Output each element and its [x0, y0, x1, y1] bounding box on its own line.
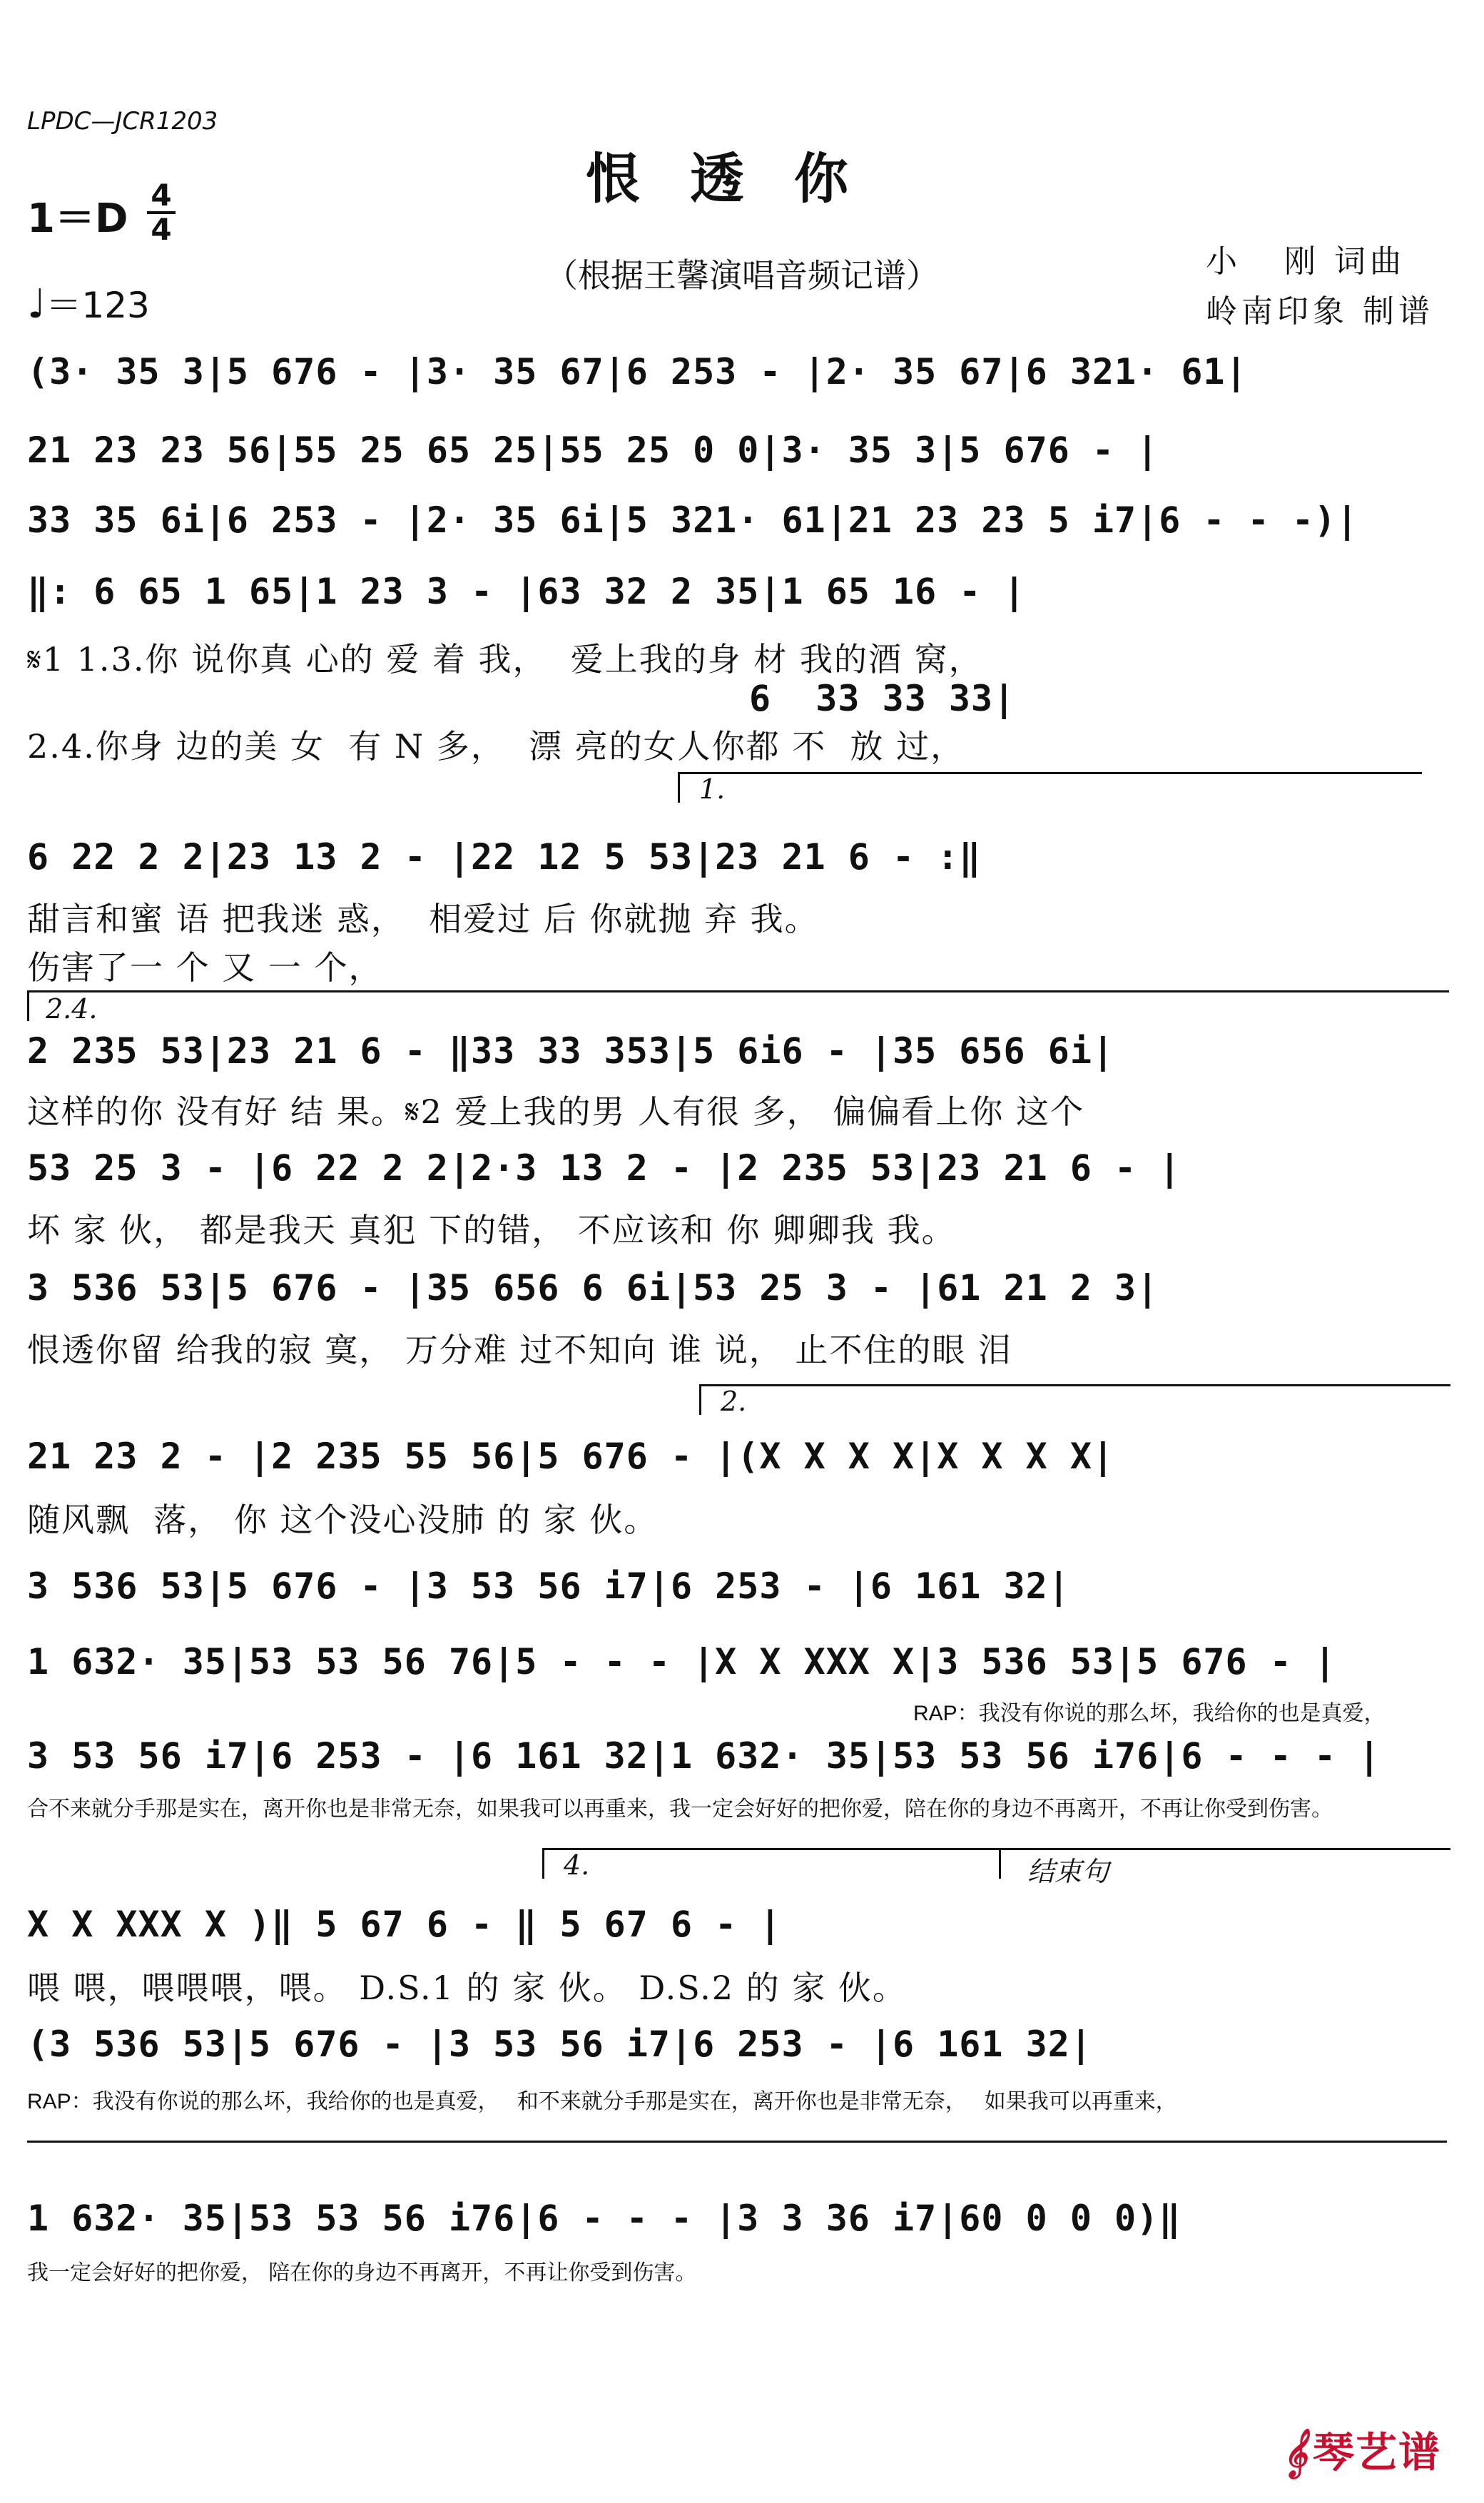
- rap-line-11: RAP：我没有你说的那么坏，我给你的也是真爱，: [913, 1702, 1386, 1725]
- score-line-5: 6 22 2 2|23 13 2 - |22 12 5 53|23 21 6 - :‖: [27, 836, 982, 878]
- volta-label-2-4: 2.4.: [46, 993, 98, 1025]
- score-line-15: 1 632· 35|53 53 56 i76|6 - - - |3 3 36 i7|60 0 0 0)‖: [27, 2198, 1181, 2239]
- lyric-line-4-verse-1: 𝄋1 1.3.你 说你真 心的 爱 着 我， 爱上我的身 材 我的酒 窝，: [27, 640, 983, 679]
- rap-line-14: RAP：我没有你说的那么坏，我给你的也是真爱， 和不来就分手那是实在，离开你也是非常无奈， 如果我可以再重来，: [27, 2090, 1177, 2113]
- volta-label-1: 1.: [699, 773, 726, 805]
- lyric-line-5-verse-1: 甜言和蜜 语 把我迷 惑， 相爱过 后 你就抛 弃 我。: [27, 900, 819, 938]
- credit-lyricist-composer: 小 刚 词曲: [1206, 243, 1406, 280]
- song-subtitle: （根据王馨演唱音频记谱）: [545, 256, 939, 295]
- volta-bracket-4: [542, 1848, 1001, 1879]
- volta-bracket-1: [678, 772, 1422, 803]
- site-logo: [1283, 2419, 1441, 2479]
- key-signature: 1＝D: [27, 196, 128, 242]
- score-line-11: 1 632· 35|53 53 56 76|5 - - - |X X XXX X|3 536 53|5 676 - |: [27, 1641, 1337, 1682]
- lyric-line-6: 这样的你 没有好 结 果。𝄋2 爱上我的男 人有很 多， 偏偏看上你 这个: [27, 1092, 1085, 1131]
- song-title: 恨透你: [586, 147, 898, 210]
- score-line-1: (3· 35 3|5 676 - |3· 35 67|6 253 - |2· 35 67|6 321· 61|: [27, 351, 1248, 392]
- lyric-line-4-verse-2: 2.4.你身 边的美 女 有 N 多， 漂 亮的女人你都 不 放 过，: [27, 727, 965, 766]
- volta-label-4: 4.: [564, 1849, 590, 1881]
- score-line-4: ‖: 6 65 1 65|1 23 3 - |63 32 2 35|1 65 16 - |: [27, 571, 1026, 612]
- time-signature: [143, 180, 180, 245]
- score-line-10: 3 536 53|5 676 - |3 53 56 i7|6 253 - |6 161 32|: [27, 1565, 1070, 1607]
- score-line-6: 2 235 53|23 21 6 - ‖33 33 353|5 6i6 - |35 656 6i|: [27, 1030, 1115, 1072]
- volta-bracket-2: [699, 1384, 1450, 1415]
- score-line-4-alt: 6 33 33 33|: [749, 678, 1016, 719]
- lyric-line-5-verse-2: 伤害了一 个 又 一 个，: [27, 948, 383, 987]
- lyric-line-13: 喂 喂，喂喂喂，喂。 D.S.1 的 家 伙。 D.S.2 的 家 伙。: [27, 1969, 907, 2007]
- quarter-note-icon: ♩: [27, 281, 46, 328]
- logo-text: 琴艺谱: [1312, 2428, 1441, 2477]
- rap-line-15: 我一定会好好的把你爱， 陪在你的身边不再离开，不再让你受到伤害。: [27, 2261, 697, 2285]
- tempo-value: ＝123: [46, 285, 150, 326]
- logo-mark-icon: 𝄞: [1282, 2428, 1308, 2477]
- score-line-8: 3 536 53|5 676 - |35 656 6 6i|53 25 3 - |61 21 2 3|: [27, 1267, 1159, 1309]
- ending-label: 结束句: [1027, 1856, 1109, 1887]
- score-line-14: (3 536 53|5 676 - |3 53 56 i7|6 253 - |6 161 32|: [27, 2024, 1092, 2065]
- lyric-line-9: 随风飘 落， 你 这个没心没肺 的 家 伙。: [27, 1501, 659, 1539]
- tempo-marking: [27, 277, 150, 328]
- score-line-7: 53 25 3 - |6 22 2 2|2·3 13 2 - |2 235 53|23 21 6 - |: [27, 1147, 1181, 1189]
- time-signature-bottom: 4: [151, 212, 172, 247]
- score-line-2: 21 23 23 56|55 25 65 25|55 25 0 0|3· 35 3|5 676 - |: [27, 430, 1159, 471]
- volta-label-2: 2.: [721, 1386, 747, 1417]
- repeat-bracket: [27, 2141, 1447, 2171]
- score-line-13: X X XXX X )‖ 5 67 6 - ‖ 5 67 6 - |: [27, 1904, 782, 1945]
- time-signature-top: 4: [151, 178, 172, 213]
- score-line-9: 21 23 2 - |2 235 55 56|5 676 - |(X X X X|X X X X|: [27, 1436, 1115, 1477]
- volta-bracket-2-4: [27, 990, 1449, 1021]
- lyric-line-7: 坏 家 伙， 都是我天 真犯 下的错， 不应该和 你 卿卿我 我。: [27, 1211, 956, 1249]
- score-line-12: 3 53 56 i7|6 253 - |6 161 32|1 632· 35|53 53 56 i76|6 - - - |: [27, 1735, 1381, 1777]
- lyric-line-8: 恨透你留 给我的寂 寞， 万分难 过不知向 谁 说， 止不住的眼 泪: [27, 1331, 1012, 1369]
- rap-line-12: 合不来就分手那是实在，离开你也是非常无奈，如果我可以再重来，我一定会好好的把你爱，陪在你的身边不再离开，不再让你受到伤害。: [27, 1797, 1333, 1821]
- score-code: LPDC—JCR1203: [27, 107, 218, 136]
- credit-transcriber: 岭南印象 制谱: [1206, 293, 1434, 330]
- score-line-3: 33 35 6i|6 253 - |2· 35 6i|5 321· 61|21 23 23 5 i7|6 - - -)|: [27, 499, 1359, 541]
